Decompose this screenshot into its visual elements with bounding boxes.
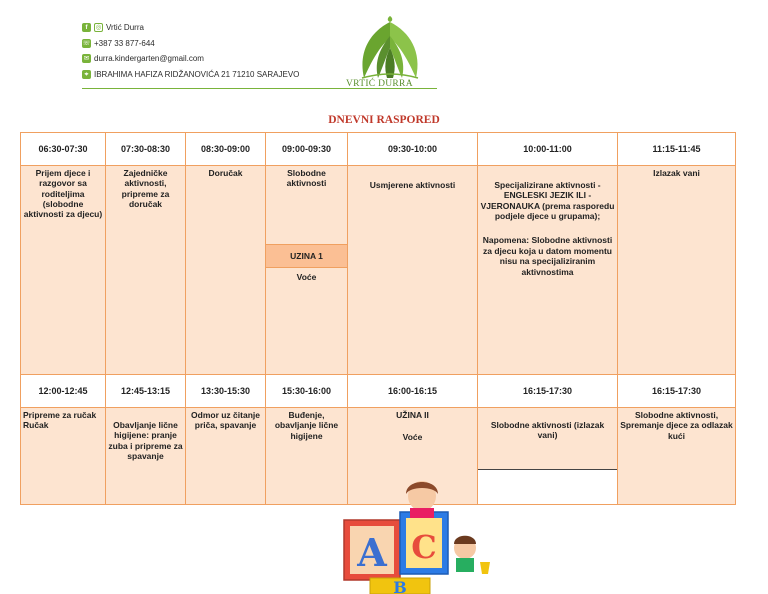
activity-cell: Slobodne aktivnosti, Spremanje djece za odlazak kući: [618, 408, 736, 505]
contact-email: [82, 51, 299, 67]
instagram-icon: ◎: [95, 24, 102, 32]
location-pin-icon: ⌖: [82, 70, 91, 79]
activity-cell: Usmjerene aktivnosti: [348, 166, 478, 375]
phone-number: +387 33 877-644: [94, 38, 155, 48]
activity-row: [21, 166, 736, 375]
kids-blocks-illustration: [330, 478, 505, 594]
contact-social: [82, 20, 299, 36]
time-cell: 09:00-09:30: [266, 133, 348, 166]
logo-text: VRTIĆ DURRA: [346, 79, 413, 89]
activity-cell: Obavljanje lične higijene: pranje zuba i pripreme za spavanje: [106, 408, 186, 505]
activity-cell: Doručak: [186, 166, 266, 375]
page-title: DNEVNI RASPORED: [328, 114, 440, 126]
activity-cell: [478, 166, 618, 375]
activity-cell: Izlazak vani: [618, 166, 736, 375]
time-cell: 06:30-07:30: [21, 133, 106, 166]
social-handle: Vrtić Durra: [106, 23, 144, 33]
svg-text:B: B: [393, 578, 407, 594]
time-row: [21, 133, 736, 166]
activity-line: Ručak: [23, 420, 49, 431]
contact-address: [82, 67, 299, 83]
activity-cell: [21, 408, 106, 505]
address: IBRAHIMA HAFIZA RIDŽANOVIĆA 21 71210 SARAJEVO: [94, 69, 300, 79]
activity-cell: Zajedničke aktivnosti, pripreme za doručak: [106, 166, 186, 375]
time-cell: 15:30-16:00: [266, 375, 348, 408]
email-icon: ✉: [83, 55, 90, 63]
svg-text:A: A: [357, 530, 387, 575]
time-cell: 09:30-10:00: [348, 133, 478, 166]
time-cell: 16:00-16:15: [348, 375, 478, 408]
activity-text: Slobodne aktivnosti (izlazak vani): [490, 420, 605, 441]
time-cell: 16:15-17:30: [478, 375, 618, 408]
contact-block: [82, 20, 299, 82]
time-cell: 08:30-09:00: [186, 133, 266, 166]
email-address: durra.kindergarten@gmail.com: [94, 54, 204, 64]
snack-food: Voće: [402, 432, 423, 443]
snack-label: UŽINA II: [396, 410, 429, 420]
time-row: [21, 375, 736, 408]
snack-band: [266, 244, 347, 268]
activity-text: Slobodne aktivnosti: [286, 168, 327, 189]
facebook-icon: f: [82, 23, 91, 32]
time-cell: 07:30-08:30: [106, 133, 186, 166]
time-cell: 10:00-11:00: [478, 133, 618, 166]
activity-cell-with-snack: [266, 166, 348, 375]
phone-icon: ☏: [82, 39, 91, 47]
snack-label: UZINA 1: [290, 250, 323, 261]
letterhead: [0, 0, 768, 110]
time-cell: 12:00-12:45: [21, 375, 106, 408]
note-text: Napomena: Slobodne aktivnosti za djecu koja u datom momentu nisu na specijaliziranim aktivnostima: [482, 235, 613, 277]
schedule-table: [20, 132, 736, 505]
snack-food: Voće: [296, 272, 317, 282]
contact-phone: [82, 36, 299, 52]
time-cell: 13:30-15:30: [186, 375, 266, 408]
svg-text:C: C: [411, 528, 437, 566]
activity-cell: Buđenje, obavljanje lične higijene: [266, 408, 348, 505]
activity-cell: Prijem djece i razgovor sa roditeljima (slobodne aktivnosti za djecu): [21, 166, 106, 375]
specialized-activity-text: Specijalizirane aktivnosti -ENGLESKI JEZIK ILI -VJERONAUKA (prema rasporedu podjele djece u grupama);: [480, 180, 615, 222]
activity-cell: Odmor uz čitanje priča, spavanje: [186, 408, 266, 505]
time-cell: 12:45-13:15: [106, 375, 186, 408]
activity-line: Pripreme za ručak: [23, 410, 97, 420]
time-cell: 11:15-11:45: [618, 133, 736, 166]
time-cell: 16:15-17:30: [618, 375, 736, 408]
